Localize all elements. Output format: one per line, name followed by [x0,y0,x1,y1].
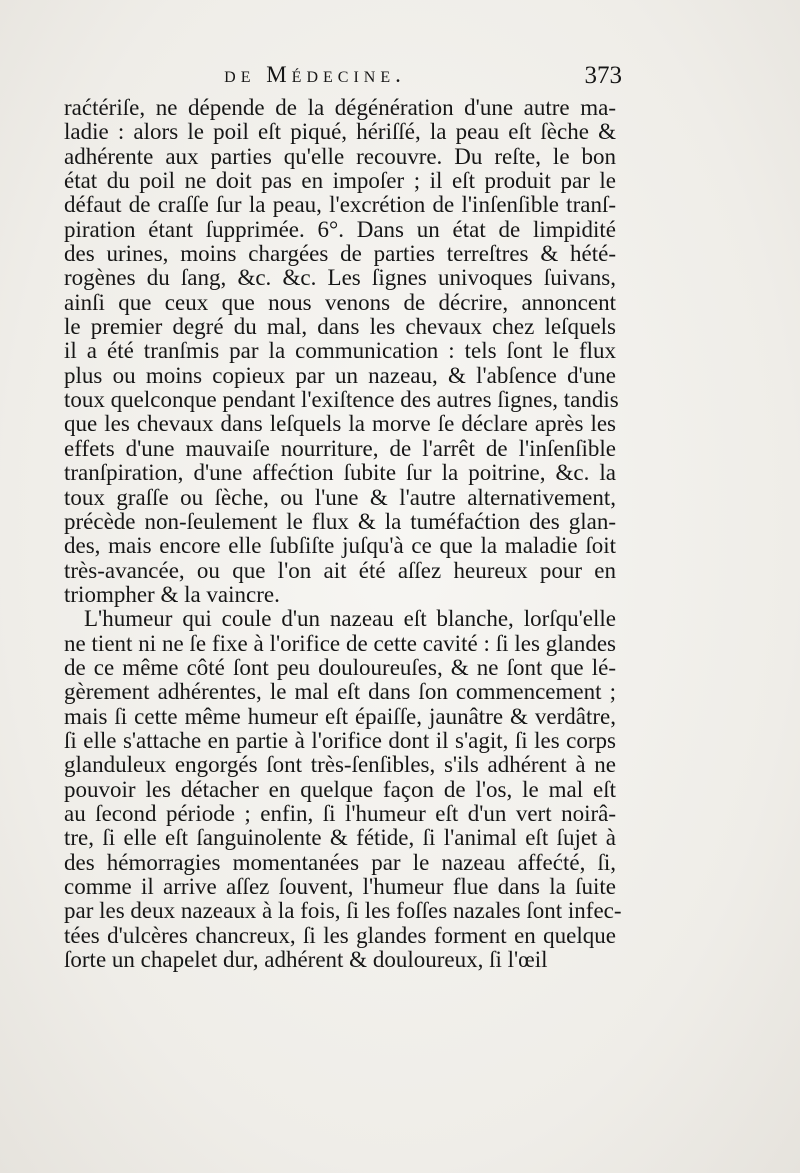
text-line: ſorte un chapelet dur, adhérent & douloureux, ſi l'œil [64,947,548,973]
text-line: de ce même côté ſont peu douloureuſes, & ne ſont que lé- [64,654,616,680]
text-line: au ſecond période ; enfin, ſi l'humeur eſt d'un vert noirâ- [64,800,616,826]
text-line: plus ou moins copieux par un nazeau, & l'abſence d'une [64,362,616,388]
paragraph-1 [64,95,619,607]
text-line: que les chevaux dans leſquels la morve ſe déclare après les [64,411,616,437]
text-line: état du poil ne doit pas en impoſer ; il eſt produit par le [64,168,616,194]
text-line: adhérente aux parties qu'elle recouvre. Du reſte, le bon [64,143,616,169]
text-line: très-avancée, ou que l'on ait été aſſez heureux pour en [64,557,616,583]
text-line: tre, ſi elle eſt ſanguinolente & fétide, ſi l'animal eſt ſujet à [64,825,616,851]
text-line: ſi elle s'attache en partie à l'orifice dont il s'agit, ſi les corps [64,727,616,753]
text-line: tranſpiration, d'une affećtion ſubite ſur la poitrine, &c. la [64,460,616,486]
text-line: toux graſſe ou ſèche, ou l'une & l'autre alternativement, [64,484,616,510]
text-line: le premier degré du mal, dans les chevaux chez leſquels [64,314,616,340]
text-line: rogènes du ſang, &c. &c. Les ſignes univoques ſuivans, [64,265,616,291]
text-line: ainſi que ceux que nous venons de décrire, annoncent [64,289,616,315]
paragraph-2 [64,606,622,973]
running-head-title: de Médecine. [224,62,406,87]
text-line: tées d'ulcères chancreux, ſi les glandes forment en quelque [64,922,616,948]
text-line: précède non-ſeulement le flux & la tuméfaćtion des glan- [64,508,616,534]
text-line: gèrement adhérentes, le mal eſt dans ſon commencement ; [64,679,616,705]
text-line: piration étant ſupprimée. 6°. Dans un état de limpidité [64,216,616,242]
text-line: triompher & la vaincre. [64,581,280,607]
text-line: défaut de craſſe ſur la peau, l'excrétion de l'inſenſible tranſ- [64,192,616,218]
text-line: des urines, moins chargées de parties terreſtres & hété- [64,241,616,267]
text-line: raćtériſe, ne dépende de la dégénération d'une autre ma- [64,95,616,120]
text-line: mais ſi cette même humeur eſt épaiſſe, jaunâtre & verdâtre, [64,703,616,729]
text-line: comme il arrive aſſez ſouvent, l'humeur flue dans la ſuite [64,874,616,899]
text-line: L'humeur qui coule d'un nazeau eſt blanche, lorſqu'elle [84,606,616,632]
page-number: 373 [584,62,622,89]
text-line: des, mais encore elle ſubſiſte juſqu'à ce que la maladie ſoit [64,533,616,559]
text-line: glanduleux engorgés ſont très-ſenſibles, s'ils adhérent à ne [64,752,616,778]
text-line: il a été tranſmis par la communication : tels ſont le flux [64,338,616,364]
text-line: pouvoir les détacher en quelque façon de l'os, le mal eſt [64,776,616,802]
body-text [64,95,622,973]
text-line: ladie : alors le poil eſt piqué, hériſſé, la peau eſt ſèche & [64,119,616,145]
text-line: effets d'une mauvaiſe nourriture, de l'arrêt de l'inſenſible [64,435,616,461]
text-line: ne tient ni ne ſe fixe à l'orifice de cette cavité : ſi les glandes [64,630,616,656]
text-line: des hémorragies momentanées par le nazeau affećté, ſi, [64,849,616,875]
text-line: par les deux nazeaux à la fois, ſi les foſſes nazales ſont infec- [64,898,622,924]
running-head [170,62,622,98]
text-line: toux quelconque pendant l'exiſtence des autres ſignes, tandis [64,387,619,413]
